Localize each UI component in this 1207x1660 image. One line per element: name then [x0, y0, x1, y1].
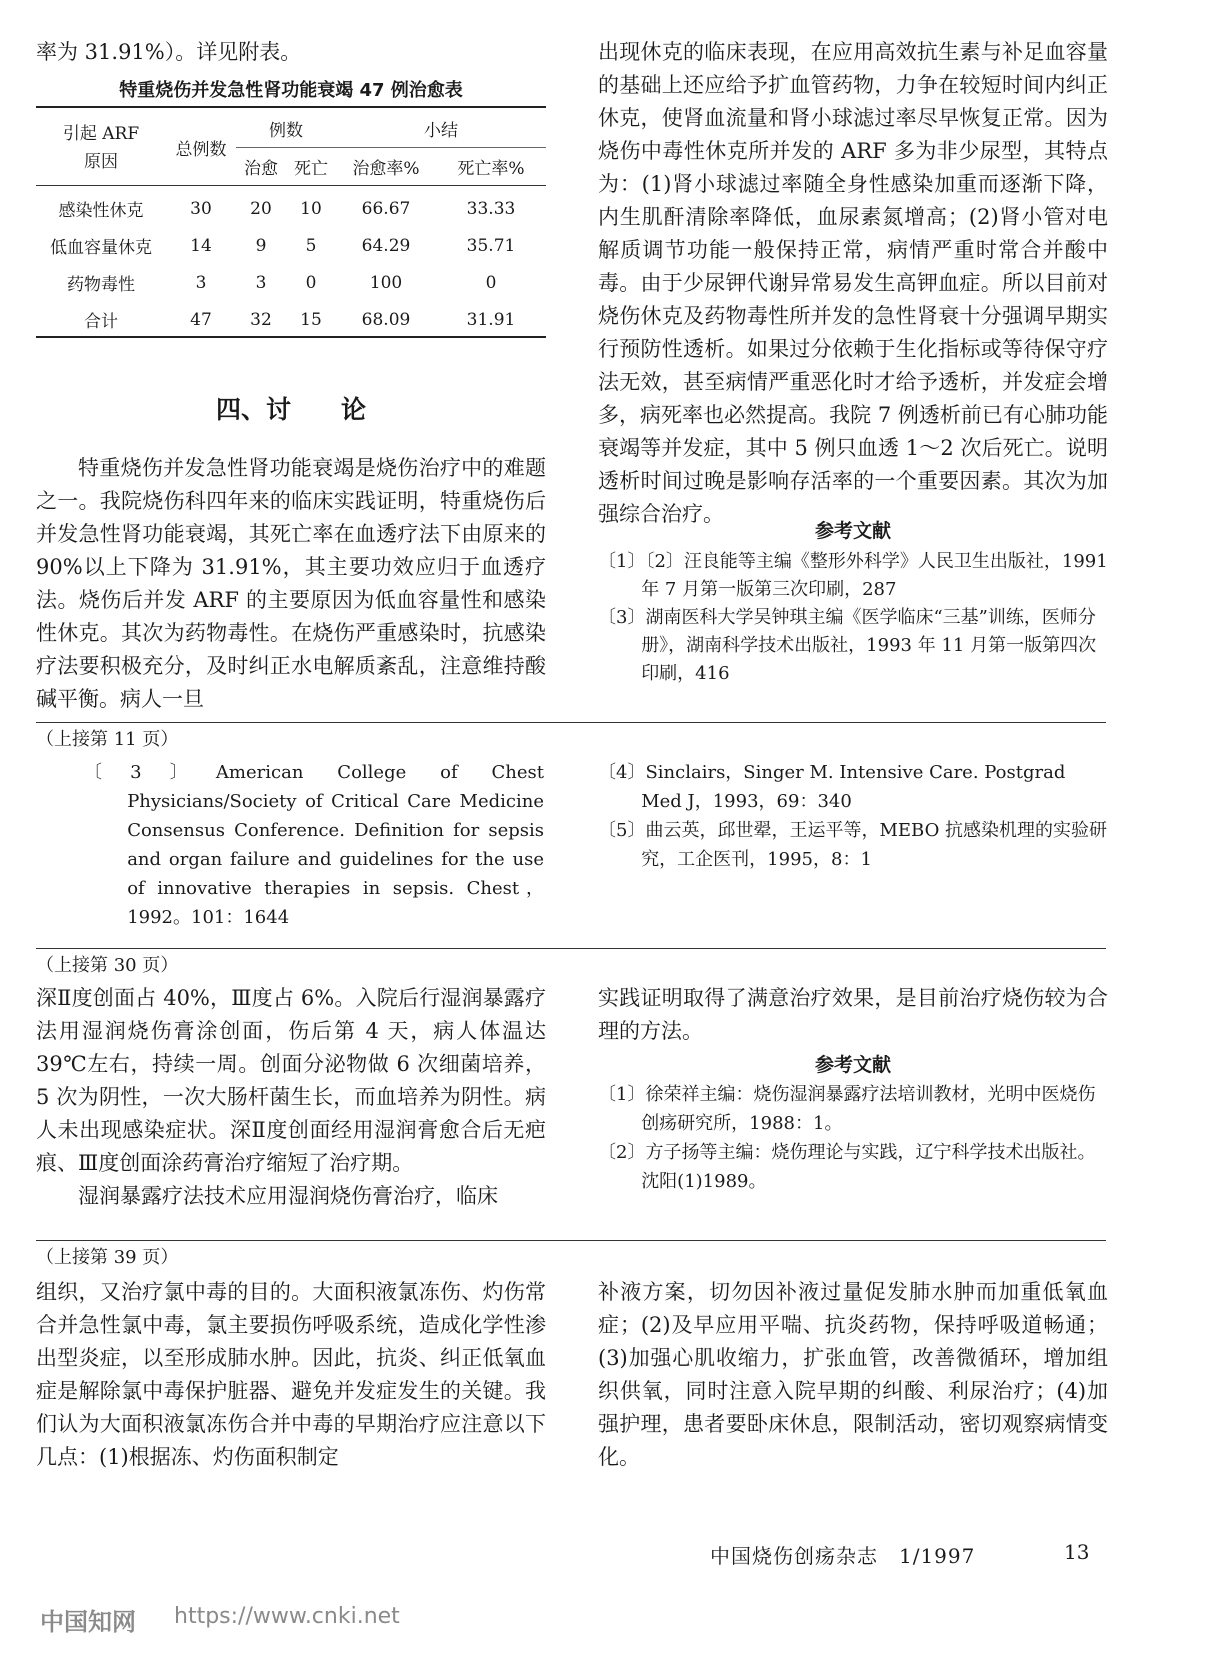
table-title: 特重烧伤并发急性肾功能衰竭 47 例治愈表 [119, 80, 463, 101]
reference-item: 〔3〕American College of Chest Physicians/Society of Critical Care Medicine Consensus Conference. Definition for sepsis and organ failure and guidelines for the use of innovative therapies in sepsis. Chest，1992。101：1644 [84, 762, 544, 928]
block2-left-refs [84, 758, 544, 932]
reference-item: 〔2〕方子扬等主编：烧伤理论与实践，辽宁科学技术出版社。沈阳(1)1989。 [598, 1142, 1096, 1192]
table-row [36, 227, 546, 264]
reference-item: 〔3〕湖南医科大学吴钟琪主编《医学临床“三基”训练，医师分册》，湖南科学技术出版社，1993 年 11 月第一版第四次印刷，416 [598, 607, 1097, 684]
header-cause: 引起 ARF 原因 [62, 123, 140, 172]
cnki-logo-text: 中国知网 [40, 1608, 136, 1636]
cell: 66.67 [361, 198, 411, 219]
cell: 47 [190, 309, 212, 330]
divider [36, 1240, 1106, 1241]
cell: 20 [250, 198, 272, 219]
cell: 33.33 [466, 198, 516, 219]
cell: 35.71 [466, 235, 516, 256]
cell: 3 [195, 272, 207, 293]
left-intro-line: 率为 31.91%）。详见附表。 [36, 40, 302, 64]
right-paragraph: 出现休克的临床表现，在应用高效抗生素与补足血容量的基础上还应给予扩血管药物，力争在较短时间内纠正休克，使肾血流量和肾小球滤过率尽早恢复正常。因为烧伤中毒性休克所并发的 ARF 多为非少尿型，其特点为：(1)肾小球滤过率随全身性感染加重而逐渐下降，内生肌酐清除率降低，血尿素氮增高；(2)肾小管对电解质调节功能一般保持正常，病情严重时常合并酸中毒。由于少尿钾代谢异常易发生高钾血症。所以目前对烧伤休克及药物毒性所并发的急性肾衰十分强调早期实行预防性透析。如果过分依赖于生化指标或等待保守疗法无效，甚至病情严重恶化时才给予透析，并发症会增多，病死率也必然提高。我院 7 例透析前已有心肺功能衰竭等并发症，其中 5 例只血透 1～2 次后死亡。说明透析时间过晚是影响存活率的一个重要因素。其次为加强综合治疗。 [598, 40, 1108, 526]
continued-label: （上接第 30 页） [36, 955, 179, 976]
header-total: 总例数 [175, 140, 227, 160]
divider [36, 948, 1106, 949]
cell: 64.29 [361, 235, 411, 256]
continued-label: （上接第 39 页） [36, 1247, 179, 1268]
cell: 0 [305, 272, 317, 293]
block2-right-refs [598, 758, 1108, 874]
cell: 低血容量休克 [50, 238, 152, 258]
journal-footer: 中国烧伤创疡杂志 1/1997 [710, 1544, 976, 1568]
cell: 10 [300, 198, 322, 219]
header-death-rate: 死亡率% [457, 159, 525, 179]
references-list [598, 548, 1108, 688]
block4-left: 组织，又治疗氯中毒的目的。大面积液氯冻伤、灼伤常合并急性氯中毒，氯主要损伤呼吸系统，造成化学性渗出型炎症，以至形成肺水肿。因此，抗炎、纠正低氧血症是解除氯中毒保护脏器、避免并发症发生的关键。我们认为大面积液氯冻伤合并中毒的早期治疗应注意以下几点：(1)根据冻、灼伤面积制定 [36, 1280, 546, 1469]
cell: 药物毒性 [67, 275, 135, 295]
header-summary: 小结 [336, 110, 546, 148]
continued-label: （上接第 11 页） [36, 729, 179, 750]
cell: 合计 [84, 312, 118, 332]
cell: 68.09 [361, 309, 411, 330]
divider [36, 722, 1106, 723]
discussion-paragraph: 特重烧伤并发急性肾功能衰竭是烧伤治疗中的难题之一。我院烧伤科四年来的临床实践证明，特重烧伤后并发急性肾功能衰竭，其死亡率在血透疗法下由原来的 90%以上下降为 31.91%，其主要功效应归于血透疗法。烧伤后并发 ARF 的主要原因为低血容量性和感染性休克。其次为药物毒性。在烧伤严重感染时，抗感染疗法要积极充分，及时纠正水电解质紊乱，注意维持酸碱平衡。病人一旦 [36, 456, 546, 711]
block3-right: 实践证明取得了满意治疗效果，是目前治疗烧伤较为合理的方法。 [598, 986, 1108, 1043]
cnki-url[interactable]: https://www.cnki.net [174, 1604, 400, 1629]
references-title: 参考文献 [814, 520, 891, 542]
block4-right: 补液方案，切勿因补液过量促发肺水肿而加重低氧血症；(2)及早应用平喘、抗炎药物，保持呼吸道畅通；(3)加强心肌收缩力，扩张血管，改善微循环，增加组织供氧，同时注意入院早期的纠酸、利尿治疗；(4)加强护理，患者要卧床休息，限制活动，密切观察病情变化。 [598, 1280, 1108, 1469]
header-cure-rate: 治愈率% [352, 159, 420, 179]
section-title: 四、讨 论 [215, 395, 366, 424]
block3-refs [598, 1080, 1108, 1196]
page-number: 13 [1064, 1540, 1090, 1564]
reference-item: 〔4〕Sinclairs，Singer M. Intensive Care. Postgrad Med J，1993，69：340 [598, 762, 1066, 812]
reference-item: 〔5〕曲云英，邱世翚，王运平等，MEBO 抗感染机理的实验研究，工企医刊，1995，8：1 [598, 820, 1108, 870]
block3-left: 深Ⅱ度创面占 40%，Ⅲ度占 6%。入院后行湿润暴露疗法用湿润烧伤膏涂创面，伤后第 4 天，病人体温达 39℃左右，持续一周。创面分泌物做 6 次细菌培养，5 次为阴性，一次大肠杆菌生长，而血培养为阴性。病人未出现感染症状。深Ⅱ度创面经用湿润膏愈合后无疤痕、Ⅲ度创面涂药膏治疗缩短了治疗期。 湿润暴露疗法技术应用湿润烧伤膏治疗，临床 [36, 986, 546, 1208]
header-died: 死亡 [294, 159, 328, 179]
table-row [36, 190, 546, 227]
cell: 31.91 [466, 309, 516, 330]
header-cured: 治愈 [244, 159, 278, 179]
cell: 5 [305, 235, 317, 256]
references-title: 参考文献 [814, 1054, 891, 1076]
cell: 14 [190, 235, 212, 256]
cell: 0 [485, 272, 497, 293]
reference-item: 〔1〕徐荣祥主编：烧伤湿润暴露疗法培训教材，光明中医烧伤创疡研究所，1988：1。 [598, 1084, 1096, 1134]
cell: 30 [190, 198, 212, 219]
cell: 3 [255, 272, 267, 293]
reference-item: 〔1〕〔2〕汪良能等主编《整形外科学》人民卫生出版社，1991 年 7 月第一版第三次印刷，287 [598, 551, 1108, 600]
cell: 9 [255, 235, 267, 256]
cell: 32 [250, 309, 272, 330]
table-row [36, 264, 546, 301]
table-row [36, 301, 546, 338]
cell: 100 [369, 272, 403, 293]
cell: 15 [300, 309, 322, 330]
cell: 感染性休克 [58, 201, 144, 221]
header-cases: 例数 [236, 110, 336, 148]
